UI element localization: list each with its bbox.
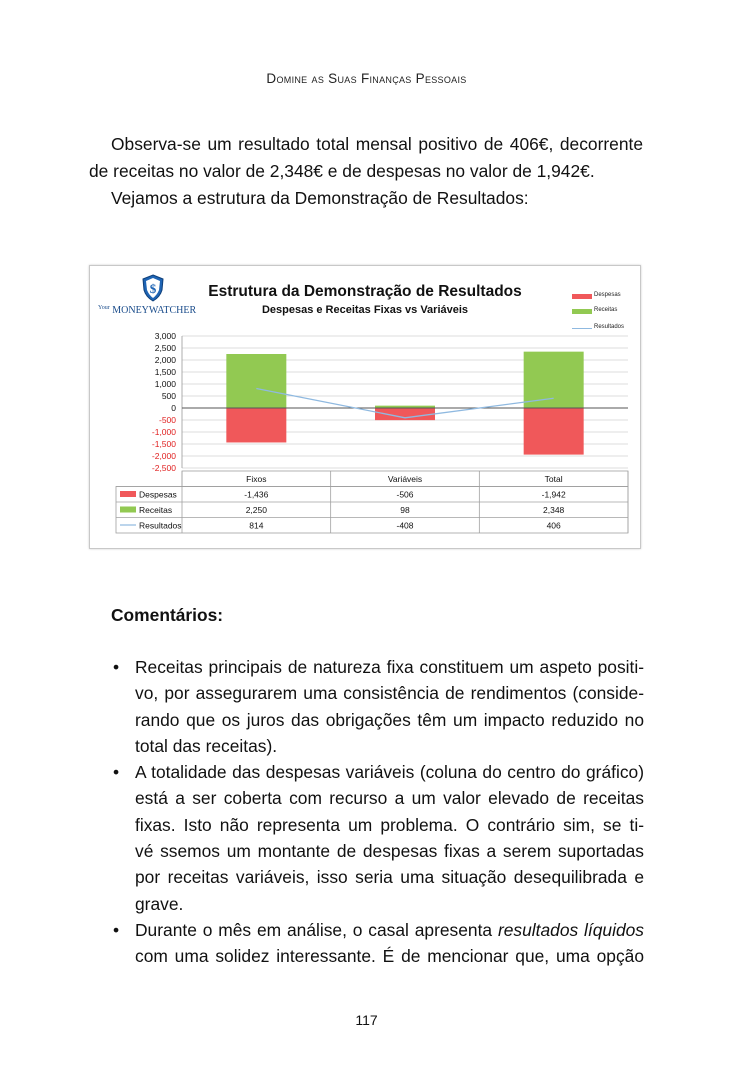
y-tick-label: -2,500 — [151, 463, 176, 473]
y-tick-label: -1,500 — [151, 439, 176, 449]
bullet-2-line-3: fixas. Isto não representa um problema. O contrário sim, se ti- — [135, 814, 644, 835]
y-tick-label: 2,000 — [154, 355, 176, 365]
table-header-cell: Total — [544, 474, 563, 484]
y-tick-label: 3,000 — [154, 331, 176, 341]
bar-despesas — [524, 408, 584, 455]
bullet-item-3 — [113, 917, 644, 970]
table-value-cell: -408 — [396, 520, 414, 531]
bar-receitas — [524, 352, 584, 408]
table-value-cell: 2,250 — [245, 505, 267, 515]
table-value-cell: -1,436 — [244, 489, 269, 500]
bullet-icon: • — [113, 762, 120, 783]
y-tick-label: -500 — [158, 415, 176, 425]
running-header: Domine as Suas Finanças Pessoais — [266, 71, 467, 86]
bullet-3-text: Durante o mês em análise, o casal apresenta — [135, 919, 498, 940]
bullet-2-line-6: grave. — [135, 893, 184, 914]
y-tick-label: 1,500 — [154, 367, 176, 377]
y-tick-label: 2,500 — [154, 343, 176, 353]
table-value-cell: 2,348 — [543, 505, 565, 515]
bullet-2-line-1: A totalidade das despesas variáveis (coluna do centro do gráfico) — [135, 762, 644, 783]
comments-heading: Comentários: — [111, 605, 224, 625]
table-row-label: Receitas — [139, 505, 173, 515]
legend-label-resultados: Resultados — [594, 324, 625, 330]
y-tick-label: -1,000 — [151, 427, 176, 437]
bullet-item-1 — [113, 654, 644, 759]
bar-receitas — [226, 354, 286, 408]
chart-subtitle: Despesas e Receitas Fixas vs Variáveis — [261, 304, 469, 316]
bullet-1-line-3: rando que os juros das obrigações têm um impacto reduzido no — [135, 709, 644, 730]
intro-line-3: Vejamos a estrutura da Demonstração de Resultados: — [111, 188, 529, 208]
table-value-cell: 98 — [400, 505, 410, 515]
chart-figure — [89, 265, 641, 549]
bullet-1-line-1: Receitas principais de natureza fixa constituem um aspeto positi- — [135, 657, 644, 677]
table-value-cell: 814 — [249, 520, 264, 531]
bullet-2-line-5: por receitas variáveis, isso seria uma situação desequilibrada e — [135, 867, 644, 888]
y-tick-label: 0 — [171, 403, 176, 413]
intro-text — [89, 131, 643, 212]
intro-line-2: de receitas no valor de 2,348€ e de despesas no valor de 1,942€. — [89, 161, 595, 181]
bullet-icon: • — [113, 919, 120, 940]
intro-line-1: Observa-se um resultado total mensal positivo de 406€, decorrente — [111, 134, 643, 154]
table-header-cell: Variáveis — [387, 474, 423, 484]
table-row-label: Resultados — [139, 520, 182, 531]
bullet-1-line-4: total das receitas). — [135, 735, 278, 756]
page-number: 117 — [355, 1012, 378, 1028]
y-tick-label: -2,000 — [151, 451, 176, 461]
logo-brand-text: MONEYWATCHER — [112, 305, 197, 316]
table-value-cell: 406 — [546, 520, 561, 531]
bullet-2-line-2: está a ser coberta com recurso a um valor elevado de receitas — [135, 788, 644, 809]
table-value-cell: -506 — [396, 489, 414, 500]
bullet-1-line-2: vo, por assegurarem uma consistência de rendimentos (conside- — [135, 683, 644, 704]
bullet-icon: • — [113, 657, 120, 677]
legend-label-receitas: Receitas — [594, 307, 618, 313]
y-tick-label: 500 — [161, 391, 176, 401]
table-swatch — [120, 491, 136, 497]
logo-small-text: Your — [98, 305, 110, 311]
svg-text:$: $ — [149, 281, 157, 296]
y-tick-label: 1,000 — [154, 379, 176, 389]
bullet-3-line-2: com uma solidez interessante. É de mencionar que, uma opção — [135, 946, 644, 967]
chart-title: Estrutura da Demonstração de Resultados — [208, 283, 522, 300]
table-header-cell: Fixos — [246, 474, 267, 484]
bullet-item-2 — [113, 759, 644, 917]
bullet-3-line-1 — [135, 917, 644, 943]
table-row-label: Despesas — [139, 489, 177, 500]
bar-despesas — [226, 408, 286, 442]
bullet-3-emphasis: resultados líquidos — [497, 919, 644, 940]
comments-list — [113, 654, 644, 970]
table-value-cell: -1,942 — [541, 489, 566, 500]
chart-plot — [90, 266, 640, 548]
legend-label-despesas: Despesas — [594, 292, 621, 298]
table-swatch — [120, 507, 136, 513]
bullet-2-line-4: vé ssemos um montante de despesas fixas a serem suportadas — [135, 841, 644, 862]
